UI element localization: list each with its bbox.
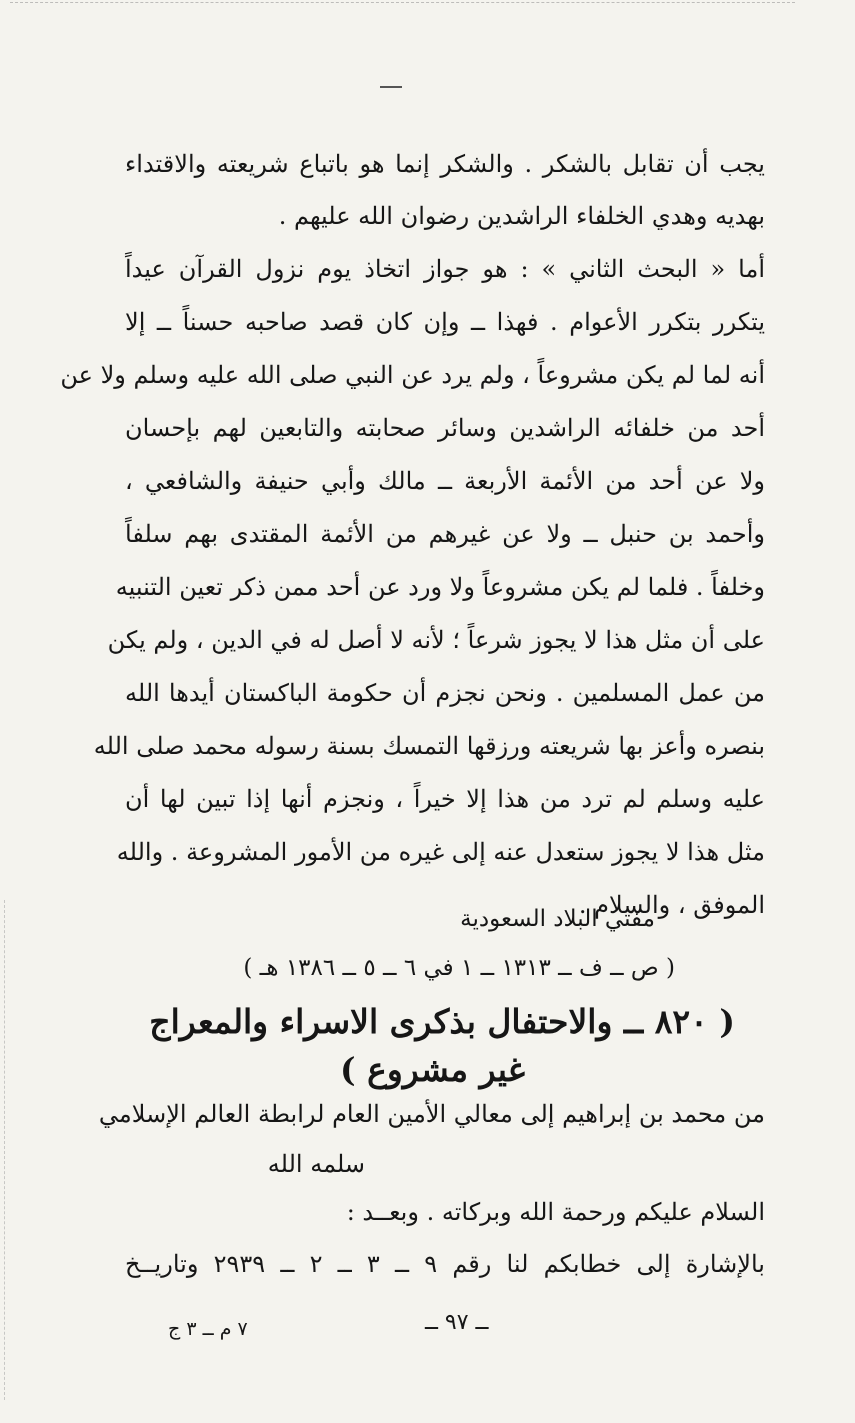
text-line: الموفق ، والسلام . — [578, 891, 765, 919]
letter-line: سلمه الله — [267, 1150, 365, 1178]
text-line: مثل هذا لا يجوز ستعدل عنه إلى غيره من الأمور المشروعة . والله — [116, 838, 765, 866]
signature-title: مفتي البلاد السعودية — [460, 906, 655, 932]
scan-left-edge — [4, 900, 6, 1400]
section-heading-continued: غير مشروع ) — [340, 1050, 525, 1089]
printer-mark: ٧ م ــ ٣ ج — [168, 1318, 248, 1340]
text-line: على أن مثل هذا لا يجوز شرعاً ؛ لأنه لا أصل له في الدين ، ولم يكن — [107, 626, 765, 654]
page-number: ــ ٩٧ ــ — [425, 1310, 489, 1335]
header-dash — [380, 86, 402, 88]
text-line: أحد من خلفائه الراشدين وسائر صحابته والتابعين لهم بإحسان — [125, 414, 765, 442]
text-line: وأحمد بن حنبل ــ ولا عن غيرهم من الأئمة المقتدى بهم سلفاً — [125, 520, 765, 548]
text-line: بهديه وهدي الخلفاء الراشدين رضوان الله عليهم . — [278, 202, 765, 230]
text-line: أنه لما لم يكن مشروعاً ، ولم يرد عن النبي صلى الله عليه وسلم ولا عن — [60, 361, 765, 389]
text-line: أما « البحث الثاني » : هو جواز اتخاذ يوم نزول القرآن عيداً — [125, 255, 765, 283]
text-line: من عمل المسلمين . ونحن نجزم أن حكومة الباكستان أيدها الله — [125, 679, 765, 707]
text-line: يجب أن تقابل بالشكر . والشكر إنما هو باتباع شريعته والاقتداء — [125, 150, 765, 178]
text-line: وخلفاً . فلما لم يكن مشروعاً ولا ورد عن أحد ممن ذكر تعين التنبيه — [115, 573, 765, 601]
text-line: يتكرر بتكرر الأعوام . فهذا ــ وإن كان قصد صاحبه حسناً ــ إلا — [125, 308, 765, 336]
section-heading: ( ٨٢٠ ــ والاحتفال بذكرى الاسراء والمعراج — [149, 1002, 735, 1041]
text-line: ولا عن أحد من الأئمة الأربعة ــ مالك وأبي حنيفة والشافعي ، — [125, 467, 765, 495]
text-line: بنصره وأعز بها شريعته ورزقها التمسك بسنة رسوله محمد صلى الله — [93, 732, 765, 760]
letter-line: من محمد بن إبراهيم إلى معالي الأمين العام لرابطة العالم الإسلامي — [98, 1100, 765, 1128]
scan-top-edge — [10, 2, 795, 5]
letter-line: بالإشارة إلى خطابكم لنا رقم ٩ ــ ٣ ــ ٢ ــ ٢٩٣٩ وتاريــخ — [125, 1250, 765, 1278]
reference-number: ( ص ــ ف ــ ١٣١٣ ــ ١ في ٦ ــ ٥ ــ ١٣٨٦ هـ ) — [243, 955, 675, 981]
letter-line: السلام عليكم ورحمة الله وبركاته . وبعــد : — [346, 1198, 765, 1226]
text-line: عليه وسلم لم ترد من هذا إلا خيراً ، ونجزم أنها إذا تبين لها أن — [125, 785, 765, 813]
